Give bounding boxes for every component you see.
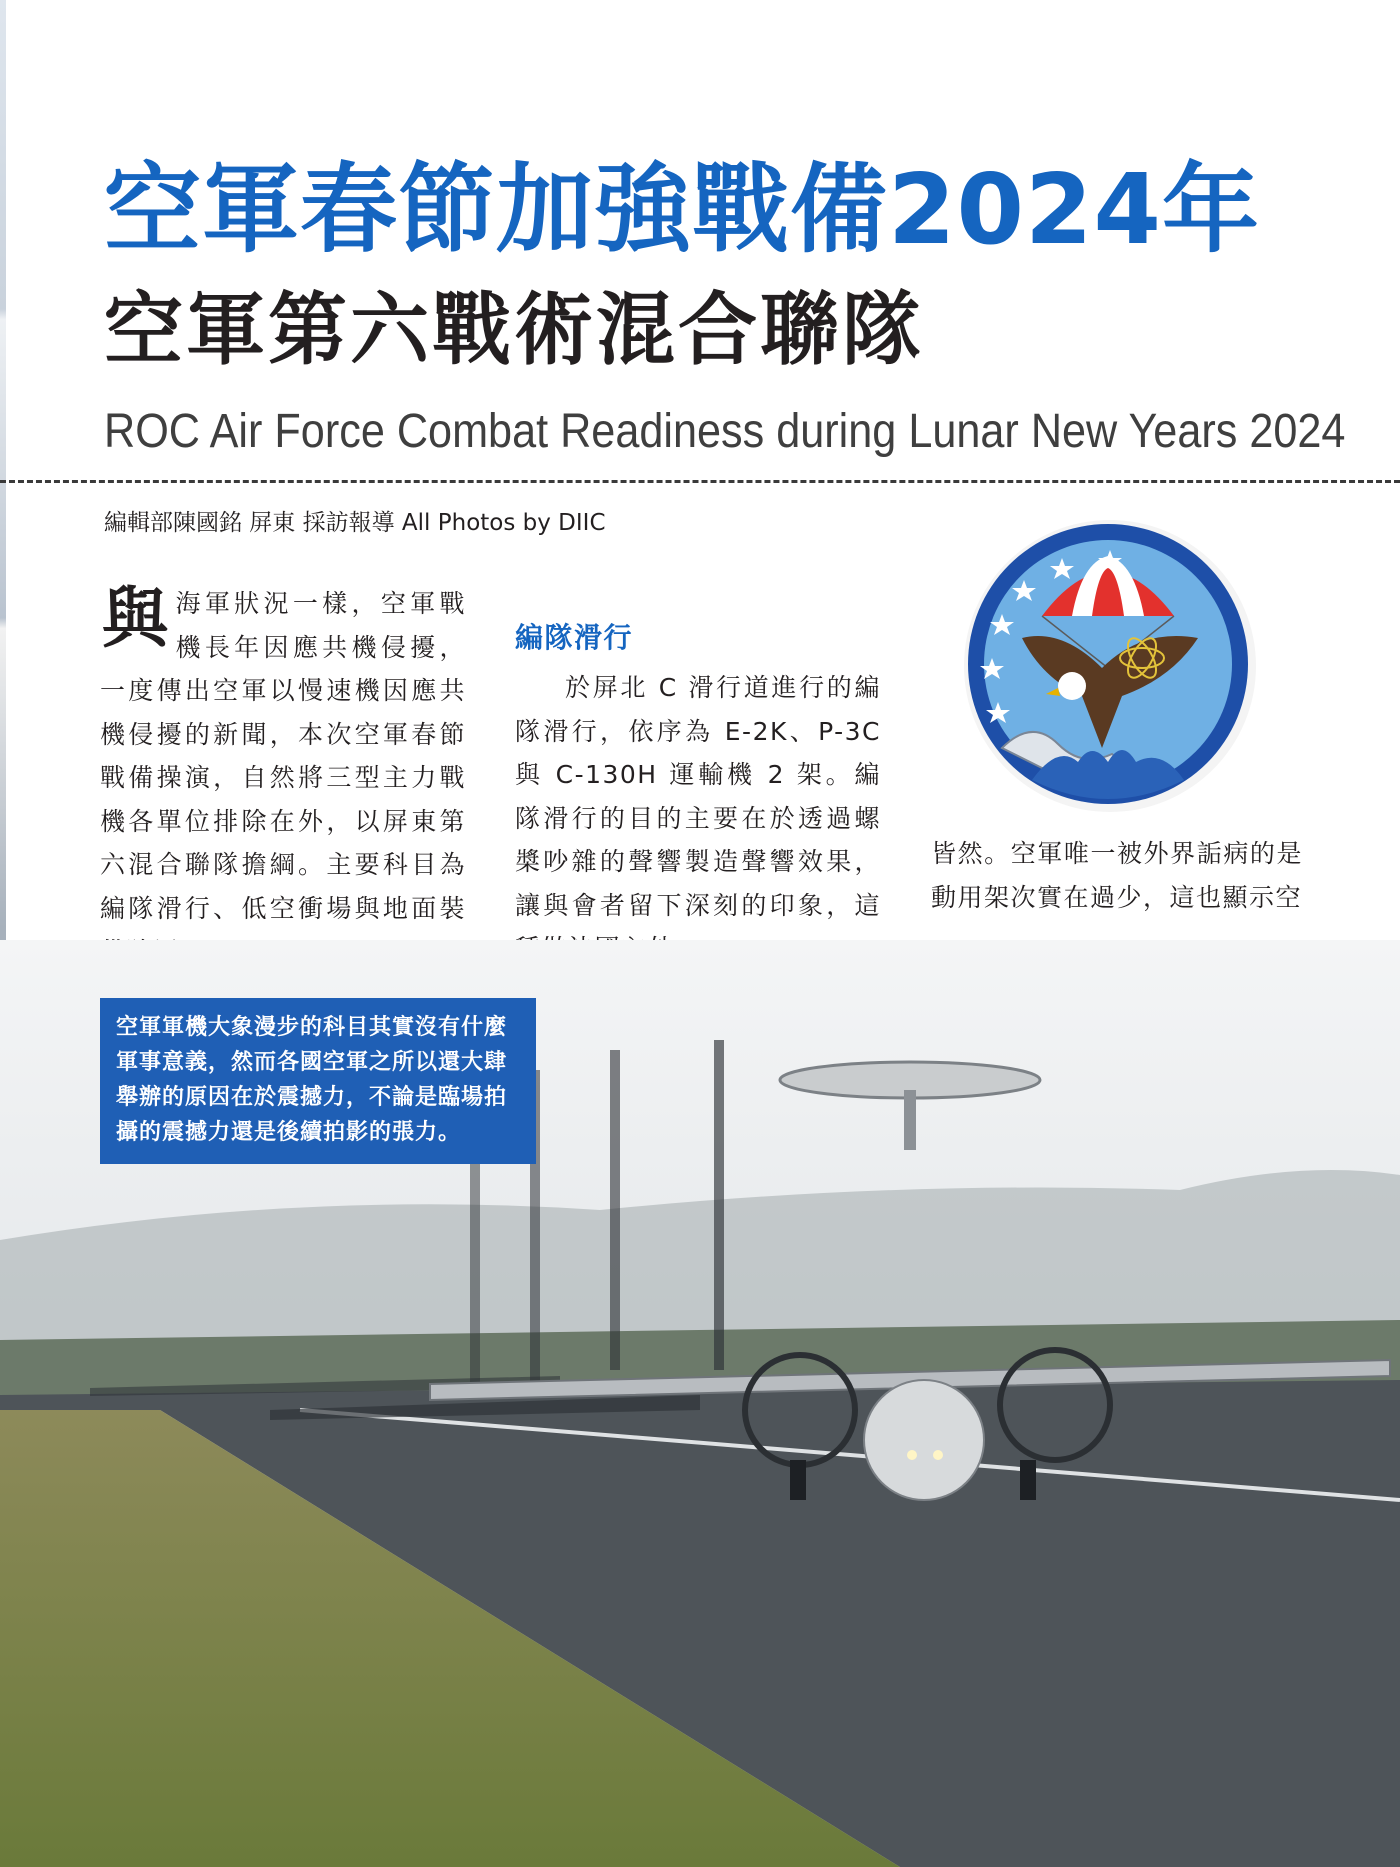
article-title: 空軍春節加強戰備2024年 (104, 153, 1260, 266)
article-title-english: ROC Air Force Combat Readiness during Lunar New Years 2024 (104, 405, 1346, 458)
column-3-text: 皆然。空軍唯一被外界詬病的是動用架次實在過少，這也顯示空 (931, 839, 1303, 912)
article-column-1 (100, 582, 466, 974)
article-subtitle: 空軍第六戰術混合聯隊 (104, 284, 924, 376)
column-1-text: 海軍狀況一樣，空軍戰機長年因應共機侵擾，一度傳出空軍以慢速機因應共機侵擾的新聞，本次空軍春節戰備操演，自然將三型主力戰機各單位排除在外，以屏東第六混合聯隊擔綱。主要科目為編隊滑行、低空衝場與地面裝 (100, 589, 466, 923)
caption-line: 空軍軍機大象漫步的科目其實沒有什麼 (116, 1015, 508, 1040)
caption-line: 攝的震撼力還是後續拍影的張力。 (116, 1120, 462, 1145)
column-2-text: 於屏北 C 滑行道進行的編隊滑行，依序為 E-2K、P-3C 與 C-130H 運輸機 2 架。編隊滑行的目的主要在於透過螺槳吵雜的聲響製造聲響效果，讓與會者留下深刻的印象，這 (515, 673, 881, 920)
article-column-3 (931, 832, 1303, 919)
page-edge-strip (0, 0, 6, 1030)
byline: 編輯部陳國銘 屏東 採訪報導 All Photos by DIIC (104, 510, 606, 536)
dashed-divider (0, 480, 1400, 483)
photo-caption (100, 998, 536, 1164)
drop-cap: 與 (102, 580, 170, 657)
section-heading: 編隊滑行 (515, 621, 634, 654)
unit-emblem (962, 518, 1258, 814)
caption-line: 軍事意義，然而各國空軍之所以還大肆 (116, 1050, 508, 1075)
article-column-2 (515, 618, 881, 971)
caption-line: 舉辦的原因在於震撼力，不論是臨場拍 (116, 1085, 508, 1110)
